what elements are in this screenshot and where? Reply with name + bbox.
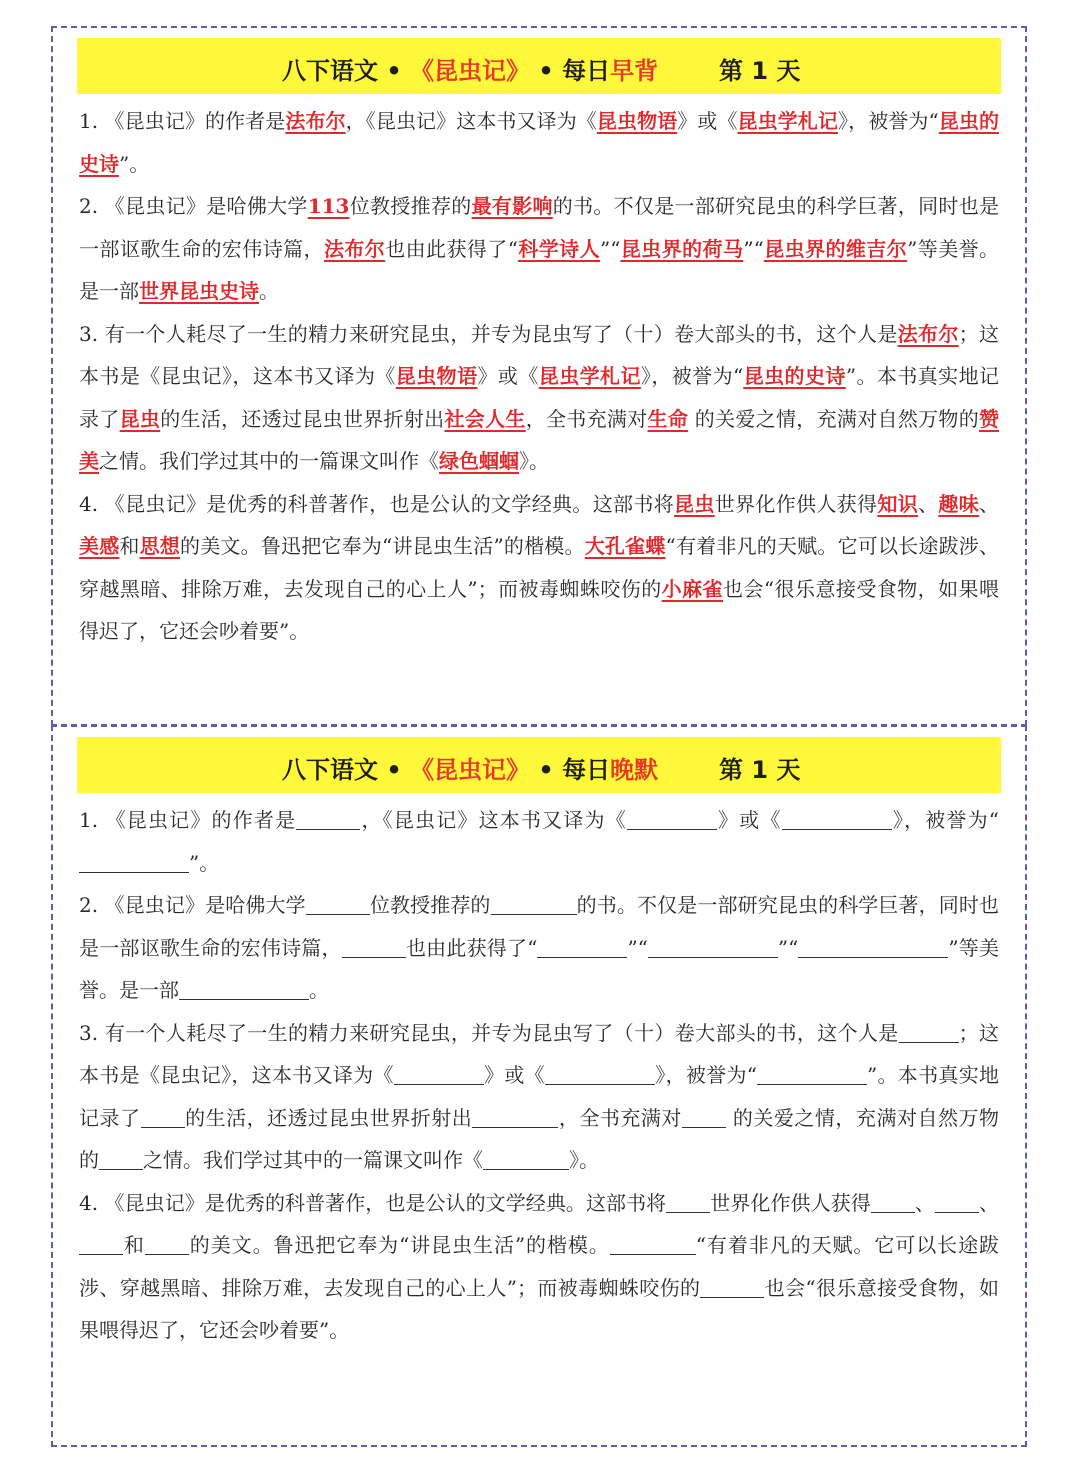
question-text: 、	[918, 491, 939, 516]
answer-text: 昆虫物语	[596, 109, 678, 133]
answer-text: 昆虫的史诗	[79, 109, 999, 176]
question-text: 世界化作供人获得	[714, 491, 878, 516]
question-text: 之情。我们学过其中的一篇课文叫作《	[99, 449, 439, 473]
question-text: 和	[119, 534, 140, 558]
answer-text: 昆虫物语	[395, 364, 478, 388]
question-text: 之情。我们学过其中的一篇课文叫作《	[143, 1148, 483, 1172]
morning-recite-card	[51, 26, 1027, 726]
fill-blank	[342, 933, 406, 958]
question-text: “有着非凡的天赋。它可以长途跋涉、穿越黑暗、排除万难，去发现自己的心上人”；而被毒蜘蛛咬伤的	[79, 1233, 999, 1300]
question-text: 》或《	[483, 1063, 545, 1087]
answer-text: 昆虫的史诗	[743, 364, 846, 388]
header-book-title: 《昆虫记》	[410, 756, 531, 784]
answer-text: 最有影响	[471, 194, 553, 218]
fill-blank	[483, 1145, 569, 1170]
fill-blank	[537, 933, 627, 958]
question-text: 》。	[569, 1148, 599, 1172]
question-text: ”等美誉。是一部	[79, 236, 1000, 303]
fill-blank	[179, 975, 309, 1000]
question-text: 》或《	[716, 808, 782, 832]
question-text: 3. 有一个人耗尽了一生的精力来研究昆虫，并专为昆虫写了（十）卷大部头的书，这个人是	[79, 1020, 899, 1045]
fill-blank	[99, 1145, 143, 1170]
fill-blank	[296, 805, 360, 830]
fill-blank	[472, 1103, 558, 1128]
question-text: 》，被誉为“	[640, 364, 744, 388]
question-text: 的关爱之情，充满对自然万物的	[688, 406, 980, 431]
fill-blank	[141, 1103, 185, 1128]
question-text: 1. 《昆虫记》的作者是	[79, 808, 297, 832]
question-text: ；这本书是《昆虫记》，这本书又译为《	[79, 321, 1000, 388]
question-text: ”。本书真实地记录了	[79, 1063, 999, 1130]
question-text: 也会“很乐意接受食物，如果喂得迟了，它还会吵着要”。	[79, 576, 999, 643]
fill-blank	[682, 1103, 726, 1128]
header-title	[282, 750, 658, 785]
question-text: 的美文。鲁迅把它奉为“讲昆虫生活”的楷模。	[180, 534, 585, 558]
header-prefix: 八下语文 •	[282, 57, 411, 85]
question-text: 的生活，还透过昆虫世界折射出	[184, 1105, 473, 1130]
header-session-label: 晚默	[610, 756, 659, 784]
answer-text: 昆虫学札记	[737, 109, 839, 133]
question-text: ”“	[777, 935, 799, 960]
morning-items	[53, 94, 1025, 653]
header-daily: • 每日	[530, 756, 611, 784]
fill-blank	[306, 890, 370, 915]
fill-blank	[627, 805, 717, 830]
question-item	[79, 799, 999, 884]
question-text: 的生活，还透过昆虫世界折射出	[160, 406, 445, 431]
question-text: ”“	[627, 935, 648, 960]
answer-text: 法布尔	[897, 321, 959, 346]
question-text: 的书。不仅是一部研究昆虫的科学巨著，同时也是一部讴歌生命的宏伟诗篇，	[79, 893, 1000, 960]
question-text: 2. 《昆虫记》是哈佛大学	[79, 893, 306, 917]
question-text: ，《昆虫记》这本书又译为《	[345, 109, 597, 133]
question-text: 1. 《昆虫记》的作者是	[79, 109, 286, 133]
question-text: 》，被誉为“	[654, 1063, 757, 1087]
question-text: ”。本书真实地记录了	[79, 364, 1000, 431]
question-text: 的关爱之情，充满对自然万物的	[79, 1105, 1000, 1172]
question-text: 4. 《昆虫记》是优秀的科普著作，也是公认的文学经典。这部书将	[79, 491, 675, 516]
question-text: 、	[979, 491, 1000, 516]
question-text: 、	[978, 1190, 999, 1215]
evening-dictation-card	[51, 725, 1027, 1447]
question-text: 也由此获得了“	[385, 236, 518, 261]
header-day: 第 1 天	[719, 57, 801, 85]
question-text: 、	[914, 1190, 935, 1215]
answer-text: 法布尔	[285, 109, 346, 133]
question-item	[79, 313, 999, 483]
question-item	[79, 100, 999, 185]
answer-text: 昆虫	[674, 491, 715, 516]
question-text: ，《昆虫记》这本书又译为《	[360, 808, 627, 832]
question-text: 也由此获得了“	[405, 935, 538, 960]
answer-text: 世界昆虫史诗	[139, 279, 259, 303]
answer-text: 昆虫界的维吉尔	[763, 236, 908, 261]
question-text: 的书。不仅是一部研究昆虫的科学巨著，同时也是一部讴歌生命的宏伟诗篇，	[79, 194, 1000, 261]
header-book-title: 《昆虫记》	[410, 57, 531, 85]
answer-text: 趣味	[938, 491, 980, 516]
fill-blank	[757, 1060, 867, 1085]
question-item	[79, 483, 999, 653]
question-item	[79, 185, 999, 313]
answer-text: 大孔雀蝶	[584, 534, 666, 558]
question-text: “有着非凡的天赋。它可以长途跋涉、穿越黑暗、排除万难，去发现自己的心上人”；而被毒蜘蛛咬伤的	[79, 534, 999, 601]
fill-blank	[545, 1060, 655, 1085]
question-text: ；这本书是《昆虫记》，这本书又译为《	[79, 1020, 999, 1087]
answer-text: 绿色蝈蝈	[439, 449, 519, 473]
fill-blank	[79, 848, 189, 873]
fill-blank	[648, 933, 778, 958]
answer-text: 昆虫学札记	[538, 364, 641, 388]
fill-blank	[491, 890, 577, 915]
fill-blank	[700, 1273, 764, 1298]
question-text: 。	[309, 978, 329, 1002]
fill-blank	[610, 1230, 696, 1255]
answer-text: 美感	[79, 534, 120, 558]
question-text: ，全书充满对	[558, 1105, 682, 1130]
fill-blank	[871, 1188, 915, 1213]
fill-blank	[666, 1188, 710, 1213]
question-text: 》或《	[677, 109, 738, 133]
question-text: 的美文。鲁迅把它奉为“讲昆虫生活”的楷模。	[188, 1233, 610, 1257]
question-text: 2. 《昆虫记》是哈佛大学	[79, 194, 308, 218]
question-text: ，全书充满对	[525, 406, 648, 431]
answer-text: 昆虫	[119, 406, 161, 431]
question-text: ”等美誉。是一部	[79, 935, 999, 1002]
fill-blank	[899, 1018, 959, 1043]
answer-text: 赞美	[79, 406, 1000, 473]
answer-text: 昆虫界的荷马	[620, 236, 744, 261]
answer-text: 小麻雀	[661, 576, 723, 601]
question-text: 位教授推荐的	[349, 194, 472, 218]
header-day: 第 1 天	[719, 756, 801, 784]
question-text: 和	[123, 1233, 145, 1257]
question-text: 。	[259, 279, 279, 303]
question-text: 》，被誉为“	[891, 808, 999, 832]
question-text: ”。	[189, 850, 220, 875]
question-text: 位教授推荐的	[369, 893, 491, 917]
question-text: ”。	[119, 151, 150, 176]
answer-text: 思想	[139, 534, 181, 558]
answer-text: 113	[307, 194, 350, 218]
question-text: 》，被誉为“	[838, 109, 939, 133]
question-text: 3. 有一个人耗尽了一生的精力来研究昆虫，并专为昆虫写了（十）卷大部头的书，这个人是	[79, 321, 898, 346]
answer-text: 科学诗人	[517, 236, 601, 261]
answer-text: 知识	[877, 491, 919, 516]
header-session-label: 早背	[610, 57, 659, 85]
fill-blank	[782, 805, 892, 830]
fill-blank	[79, 1230, 123, 1255]
evening-items	[53, 793, 1025, 1352]
answer-text: 生命	[647, 406, 689, 431]
header-prefix: 八下语文 •	[282, 756, 411, 784]
answer-text: 社会人生	[444, 406, 526, 431]
evening-header-bar	[77, 737, 1001, 793]
question-text: 4. 《昆虫记》是优秀的科普著作，也是公认的文学经典。这部书将	[79, 1190, 667, 1215]
question-item	[79, 1012, 999, 1182]
fill-blank	[394, 1060, 484, 1085]
question-text: 世界化作供人获得	[710, 1190, 871, 1215]
fill-blank	[935, 1188, 979, 1213]
question-item	[79, 884, 999, 1012]
morning-header-bar	[77, 38, 1001, 94]
fill-blank	[798, 933, 948, 958]
question-text: ”“	[743, 236, 764, 261]
question-item	[79, 1182, 999, 1352]
header-title	[282, 51, 658, 86]
question-text: ”“	[600, 236, 621, 261]
question-text: 也会“很乐意接受食物，如果喂得迟了，它还会吵着要”。	[79, 1275, 999, 1342]
question-text: 》。	[519, 449, 549, 473]
header-daily: • 每日	[530, 57, 611, 85]
question-text: 》或《	[477, 364, 539, 388]
fill-blank	[145, 1230, 189, 1255]
answer-text: 法布尔	[323, 236, 386, 261]
